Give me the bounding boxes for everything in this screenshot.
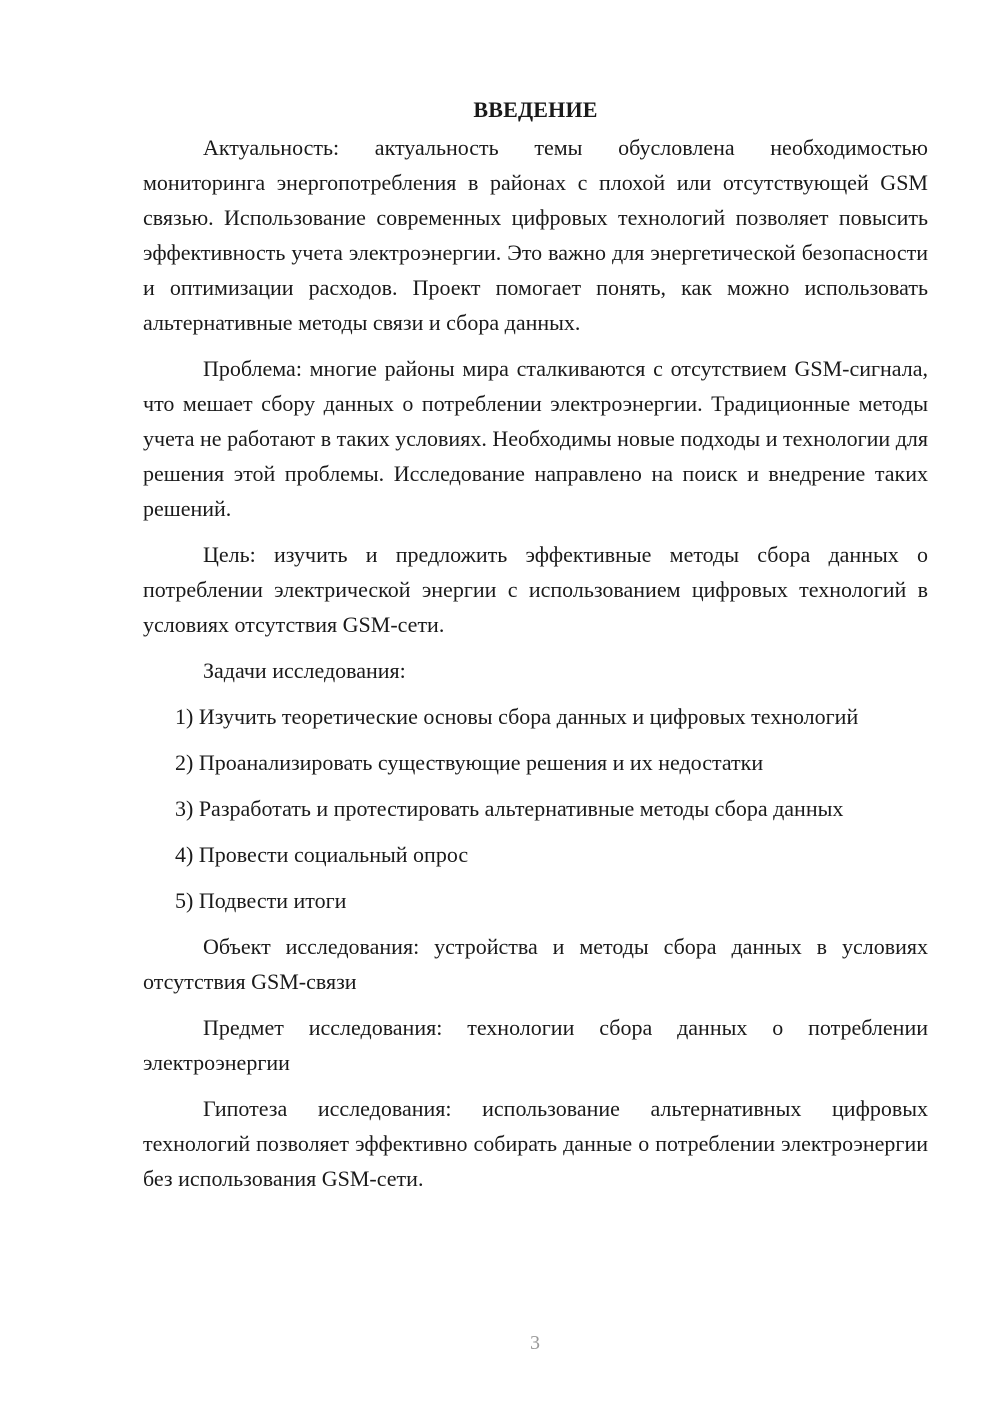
page-number: 3	[530, 1332, 540, 1354]
problem-paragraph: Проблема: многие районы мира сталкиваются с отсутствием GSM-сигнала, что мешает сбору данных о потреблении электроэнергии. Традиционные методы учета не работают в таких условиях. Необходимы новые подходы и технологии для решения этой проблемы. Исследование направлено на поиск и внедрение таких решений.	[143, 356, 928, 521]
goal-paragraph: Цель: изучить и предложить эффективные методы сбора данных о потреблении электрической энергии с использованием цифровых технологий в условиях отсутствия GSM-сети.	[143, 542, 928, 637]
tasks-list	[143, 699, 928, 918]
relevance-paragraph: Актуальность: актуальность темы обусловлена необходимостью мониторинга энергопотребления в районах с плохой или отсутствующей GSM связью. Использование современных цифровых технологий позволяет повысить эффективность учета электроэнергии. Это важно для энергетической безопасности и оптимизации расходов. Проект помогает понять, как можно использовать альтернативные методы связи и сбора данных.	[143, 135, 928, 335]
task-item: 3) Разработать и протестировать альтернативные методы сбора данных	[175, 796, 844, 821]
task-item: 5) Подвести итоги	[175, 888, 347, 913]
tasks-heading: Задачи исследования:	[203, 658, 406, 683]
subject-paragraph: Предмет исследования: технологии сбора данных о потреблении электроэнергии	[143, 1015, 928, 1075]
task-item: 1) Изучить теоретические основы сбора данных и цифровых технологий	[175, 704, 859, 729]
task-item: 2) Проанализировать существующие решения и их недостатки	[175, 750, 764, 775]
document-page	[143, 92, 928, 1207]
task-item: 4) Провести социальный опрос	[175, 842, 469, 867]
hypothesis-paragraph: Гипотеза исследования: использование альтернативных цифровых технологий позволяет эффективно собирать данные о потреблении электроэнергии без использования GSM-сети.	[143, 1096, 928, 1191]
object-paragraph: Объект исследования: устройства и методы сбора данных в условиях отсутствия GSM-связи	[143, 934, 928, 994]
section-title: ВВЕДЕНИЕ	[473, 97, 598, 122]
